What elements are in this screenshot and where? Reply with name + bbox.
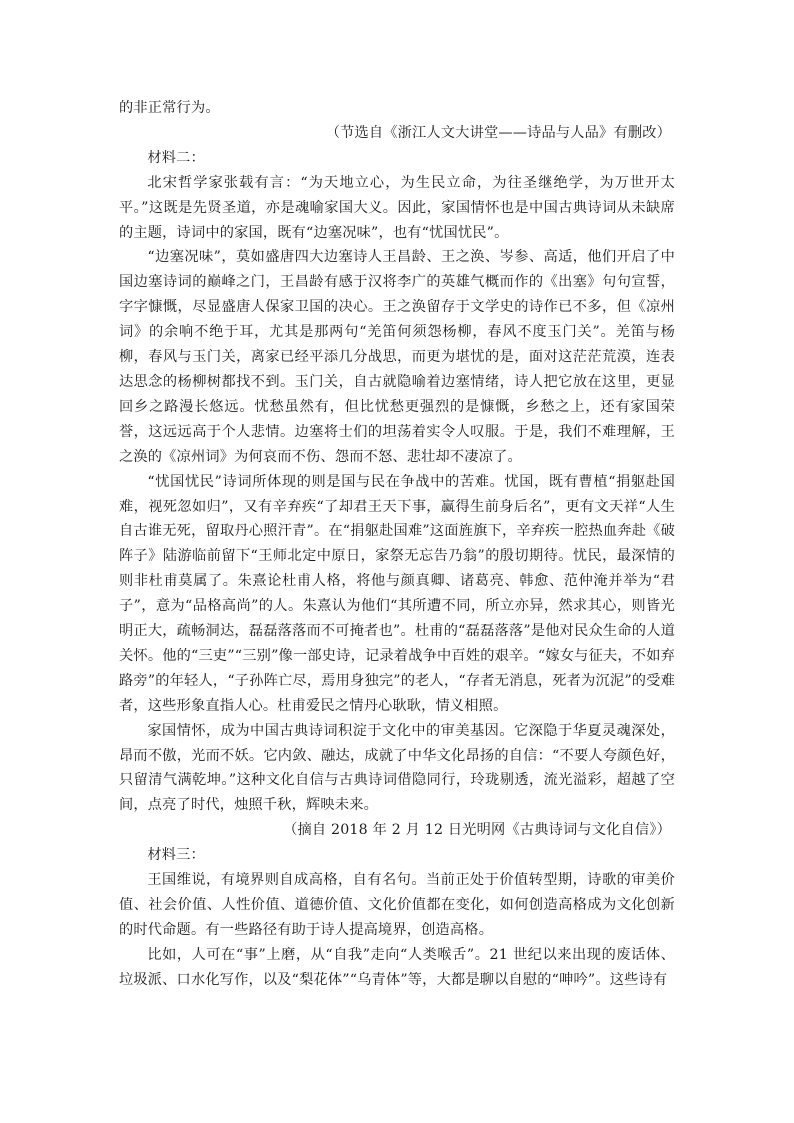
- paragraph-example: 比如，人可在“事”上磨，从“自我”走向“人类喉舌”。21 世纪以来出现的废话体、垃圾派、口水化写作，以及“梨花体”“乌青体”等，大都是聊以自慰的“呻吟”。这些诗有: [119, 946, 675, 988]
- section-heading-material-3: 材料三：: [147, 847, 205, 864]
- source-citation-1: （节选自《浙江人文大讲堂——诗品与人品》有删改）: [325, 124, 671, 141]
- document-page: [119, 96, 675, 993]
- paragraph-worry-for-nation: “忧国忧民”诗词所体现的则是国与民在争战中的苦难。忧国，既有曹植“捐躯赴国难，视死忽如归”，又有辛弃疾“了却君王天下事，赢得生前身后名”，更有文天祥“人生自古谁无死，留取丹心照汗青”。在“捐躯赴国难”这面旌旗下，辛弃疾一腔热血奔赴《破阵子》陆游临前留下“王师北定中原日，家祭无忘告乃翁”的殷切期待。忧民，最深情的则非杜甫莫属了。朱熹论杜甫人格，将他与颜真卿、诸葛亮、韩愈、范仲淹并举为“君子”，意为“品格高尚”的人。朱熹认为他们“其所遭不同，所立亦异，然求其心，则皆光明正大，疏畅洞达，磊磊落落而不可掩者也”。杜甫的“磊磊落落”是他对民众生命的人道关怀。他的“三吏”“三别”像一部史诗，记录着战争中百姓的艰辛。“嫁女与征夫，不如弃路旁”的年轻人，“子孙阵亡尽，焉用身独完”的老人，“存者无消息，死者为沉泥”的受难者，这些形象直指人心。杜甫爱民之情丹心耿耿，情义相照。: [119, 473, 675, 714]
- paragraph-wang-guowei: 王国维说，有境界则自成高格，自有名句。当前正处于价值转型期，诗歌的审美价值、社会价值、人性价值、道德价值、文化价值都在变化，如何创造高格成为文化创新的时代命题。有一些路径有助于诗人提高境界，创造高格。: [119, 872, 675, 938]
- paragraph-zhang-zai: 北宋哲学家张载有言：“为天地立心，为生民立命，为往圣继绝学，为万世开太平。”这既是先贤圣道，亦是魂喻家国大义。因此，家国情怀也是中国古典诗词从未缺席的主题，诗词中的家国，既有“边塞况味”，也有“忧国忧民”。: [119, 174, 675, 241]
- paragraph-continuation: 的非正常行为。: [119, 100, 220, 116]
- section-heading-material-2: 材料二：: [147, 149, 205, 166]
- paragraph-cultural-confidence: 家国情怀，成为中国古典诗词积淀于文化中的审美基因。它深隐于华夏灵魂深处，昂而不傲，光而不妖。它内敛、融达，成就了中华文化昂扬的自信：“不要人夸颜色好，只留清气满乾坤。”这种文化自信与古典诗词借隐同行，玲珑剔透，流光溢彩，超越了空间，点亮了时代，烛照千秋，辉映未来。: [119, 722, 675, 814]
- paragraph-frontier: “边塞况味”，莫如盛唐四大边塞诗人王昌龄、王之涣、岑参、高适，他们开启了中国边塞诗词的巅峰之门，王昌龄有感于汉将李广的英雄气概而作的《出塞》句句宣誓，字字慷慨，尽显盛唐人保家卫国的决心。王之涣留存于文学史的诗作已不多，但《凉州词》的余响不绝于耳，尤其是那两句“羌笛何须怨杨柳，春风不度玉门关”。羌笛与杨柳，春风与玉门关，离家已经平添几分战思，而更为堪忧的是，面对这茫茫荒漠，连表达思念的杨柳树都找不到。玉门关，自古就隐喻着边塞情绪，诗人把它放在这里，更显回乡之路漫长悠远。忧愁虽然有，但比忧愁更强烈的是慷慨，乡愁之上，还有家国荣誉，这远远高于个人悲情。边塞将士们的坦荡着实令人叹服。于是，我们不难理解，王之涣的《凉州词》为何哀而不伤、怨而不怒、悲壮却不凄凉了。: [119, 249, 675, 465]
- source-citation-2: （摘自 2018 年 2 月 12 日光明网《古典诗词与文化自信》）: [283, 822, 671, 839]
